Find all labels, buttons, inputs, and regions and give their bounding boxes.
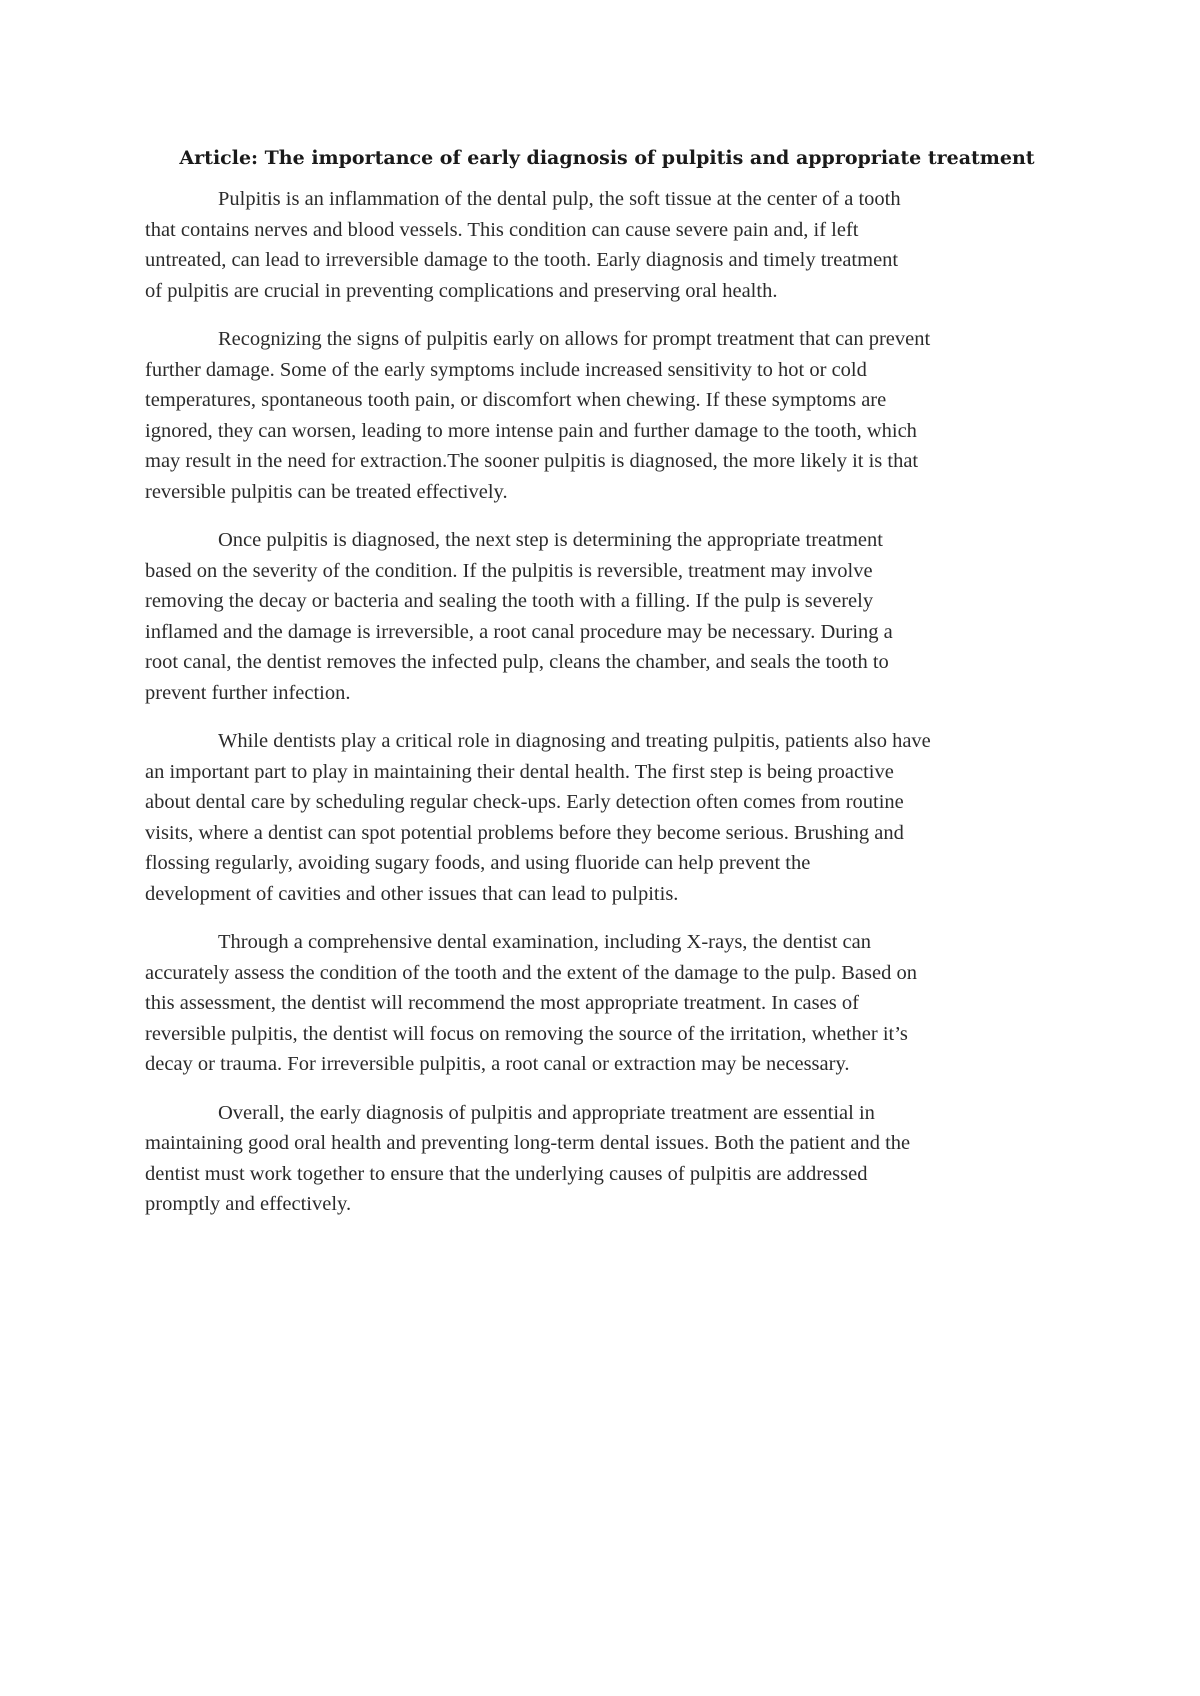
text-line: promptly and effectively.: [145, 1193, 352, 1215]
text-line: reversible pulpitis can be treated effectively.: [145, 480, 508, 503]
paragraph: [145, 726, 1065, 909]
text-line: Overall, the early diagnosis of pulpitis and appropriate treatment are essential in: [218, 1101, 875, 1124]
text-line: this assessment, the dentist will recommend the most appropriate treatment. In cases of: [145, 992, 859, 1014]
paragraph: [145, 927, 1065, 1080]
text-line: inflamed and the damage is irreversible, a root canal procedure may be necessary. During a: [145, 620, 893, 643]
text-line: Recognizing the signs of pulpitis early on allows for prompt treatment that can prevent: [218, 328, 931, 350]
text-line: reversible pulpitis, the dentist will focus on removing the source of the irritation, whether it’s: [145, 1022, 908, 1045]
paragraph: [145, 324, 1065, 507]
article-title: Article: The importance of early diagnosis of pulpitis and appropriate treatment: [179, 147, 1035, 169]
article-body: [145, 146, 1065, 1238]
text-line: prevent further infection.: [145, 681, 351, 704]
text-line: root canal, the dentist removes the infected pulp, cleans the chamber, and seals the tooth to: [145, 651, 889, 673]
text-line: flossing regularly, avoiding sugary foods, and using fluoride can help prevent the: [145, 852, 811, 874]
paragraph: [145, 184, 1065, 306]
text-line: of pulpitis are crucial in preventing complications and preserving oral health.: [145, 279, 778, 302]
text-line: further damage. Some of the early symptoms include increased sensitivity to hot or cold: [145, 358, 867, 381]
text-line: visits, where a dentist can spot potential problems before they become serious. Brushing and: [145, 821, 904, 844]
text-line: that contains nerves and blood vessels. This condition can cause severe pain and, if left: [145, 218, 859, 241]
text-line: development of cavities and other issues that can lead to pulpitis.: [145, 882, 679, 905]
text-line: removing the decay or bacteria and sealing the tooth with a filling. If the pulp is severely: [145, 590, 874, 612]
text-line: dentist must work together to ensure that the underlying causes of pulpitis are addressed: [145, 1162, 868, 1185]
text-line: accurately assess the condition of the tooth and the extent of the damage to the pulp. Based on: [145, 961, 917, 984]
text-line: an important part to play in maintaining their dental health. The first step is being proactive: [145, 760, 894, 783]
text-line: Through a comprehensive dental examination, including X-rays, the dentist can: [218, 931, 871, 953]
text-line: untreated, can lead to irreversible damage to the tooth. Early diagnosis and timely treatment: [145, 249, 899, 271]
text-line: ignored, they can worsen, leading to more intense pain and further damage to the tooth, which: [145, 419, 917, 442]
text-line: Once pulpitis is diagnosed, the next step is determining the appropriate treatment: [218, 529, 883, 551]
paragraph: [145, 525, 1065, 708]
text-line: decay or trauma. For irreversible pulpitis, a root canal or extraction may be necessary.: [145, 1053, 850, 1075]
text-line: based on the severity of the condition. If the pulpitis is reversible, treatment may involve: [145, 559, 873, 582]
text-line: While dentists play a critical role in diagnosing and treating pulpitis, patients also have: [218, 730, 931, 752]
paragraph: [145, 1098, 1065, 1220]
text-line: temperatures, spontaneous tooth pain, or discomfort when chewing. If these symptoms are: [145, 389, 887, 411]
text-line: may result in the need for extraction.The sooner pulpitis is diagnosed, the more likely it is that: [145, 450, 919, 472]
text-line: about dental care by scheduling regular check-ups. Early detection often comes from routine: [145, 791, 904, 813]
text-line: Pulpitis is an inflammation of the dental pulp, the soft tissue at the center of a tooth: [218, 188, 901, 210]
text-line: maintaining good oral health and preventing long-term dental issues. Both the patient and the: [145, 1132, 911, 1154]
